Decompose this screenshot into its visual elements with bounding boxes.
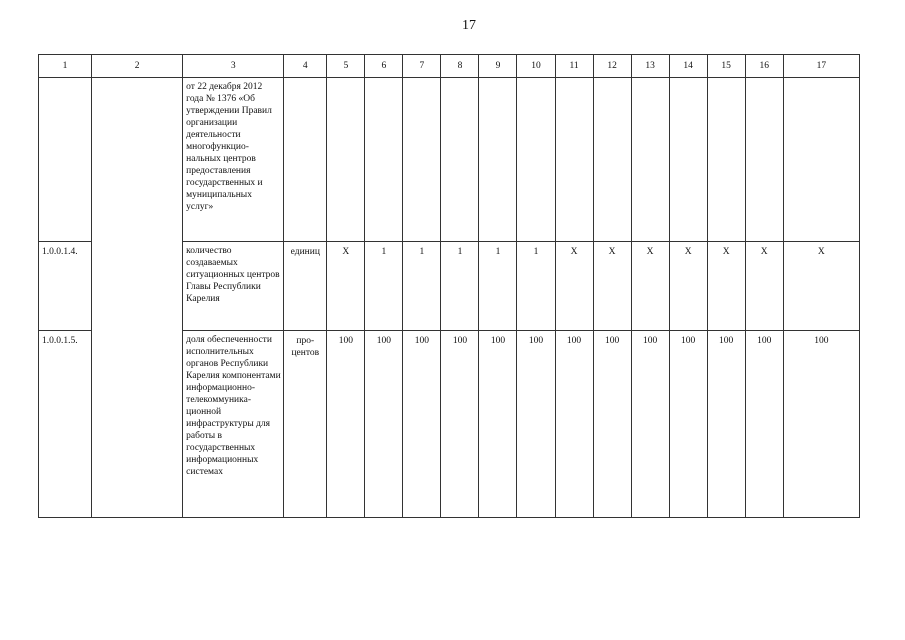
indicators-table — [38, 54, 860, 518]
value-cell: 1 — [479, 242, 517, 331]
value-cell: 100 — [441, 331, 479, 518]
value-cell: 100 — [479, 331, 517, 518]
value-cell: Х — [593, 242, 631, 331]
row-merged-column-2 — [92, 78, 183, 518]
value-cell: 100 — [669, 331, 707, 518]
column-number: 14 — [669, 55, 707, 78]
value-cell — [669, 78, 707, 242]
column-number: 12 — [593, 55, 631, 78]
row-code: 1.0.0.1.5. — [39, 331, 92, 518]
value-cell: Х — [783, 242, 859, 331]
value-cell — [707, 78, 745, 242]
value-cell: Х — [707, 242, 745, 331]
value-cell: 100 — [593, 331, 631, 518]
value-cell: 100 — [707, 331, 745, 518]
value-cell: Х — [669, 242, 707, 331]
column-number: 15 — [707, 55, 745, 78]
column-number: 3 — [183, 55, 284, 78]
value-cell — [403, 78, 441, 242]
table-row — [39, 78, 860, 242]
unit-cell: про-центов — [284, 331, 327, 518]
value-cell: 1 — [365, 242, 403, 331]
unit-cell: единиц — [284, 242, 327, 331]
value-cell — [593, 78, 631, 242]
value-cell — [783, 78, 859, 242]
value-cell: 100 — [783, 331, 859, 518]
column-number: 4 — [284, 55, 327, 78]
value-cell: 100 — [327, 331, 365, 518]
column-number: 2 — [92, 55, 183, 78]
value-cell — [745, 78, 783, 242]
column-number: 16 — [745, 55, 783, 78]
value-cell: 100 — [555, 331, 593, 518]
column-number: 13 — [631, 55, 669, 78]
column-number: 8 — [441, 55, 479, 78]
value-cell: 100 — [745, 331, 783, 518]
row-code: 1.0.0.1.4. — [39, 242, 92, 331]
page-number: 17 — [462, 18, 476, 33]
value-cell: Х — [745, 242, 783, 331]
column-number: 7 — [403, 55, 441, 78]
value-cell: Х — [327, 242, 365, 331]
indicator-text: от 22 декабря 2012 года № 1376 «Об утверждении Правил организации деятельности многофункцио-нальных центров предоставления государственных и муниципальных услуг» — [183, 78, 284, 242]
column-number: 10 — [517, 55, 555, 78]
value-cell — [327, 78, 365, 242]
value-cell — [517, 78, 555, 242]
value-cell: 1 — [517, 242, 555, 331]
value-cell: 1 — [403, 242, 441, 331]
value-cell: Х — [555, 242, 593, 331]
column-number: 11 — [555, 55, 593, 78]
value-cell: 100 — [631, 331, 669, 518]
column-number: 5 — [327, 55, 365, 78]
value-cell — [479, 78, 517, 242]
column-number-header-row — [39, 55, 860, 78]
column-number: 17 — [783, 55, 859, 78]
value-cell — [555, 78, 593, 242]
row-code — [39, 78, 92, 242]
value-cell: 1 — [441, 242, 479, 331]
value-cell — [631, 78, 669, 242]
value-cell — [441, 78, 479, 242]
value-cell: 100 — [403, 331, 441, 518]
value-cell — [365, 78, 403, 242]
value-cell: 100 — [365, 331, 403, 518]
column-number: 6 — [365, 55, 403, 78]
indicator-text: доля обеспеченности исполнительных органов Республики Карелия компонентами информационно-телекоммуника-ционной инфраструктуры для работы в государственных информационных системах — [183, 331, 284, 518]
column-number: 9 — [479, 55, 517, 78]
value-cell: Х — [631, 242, 669, 331]
column-number: 1 — [39, 55, 92, 78]
indicator-text: количество создаваемых ситуационных центров Главы Республики Карелия — [183, 242, 284, 331]
value-cell: 100 — [517, 331, 555, 518]
unit-cell — [284, 78, 327, 242]
